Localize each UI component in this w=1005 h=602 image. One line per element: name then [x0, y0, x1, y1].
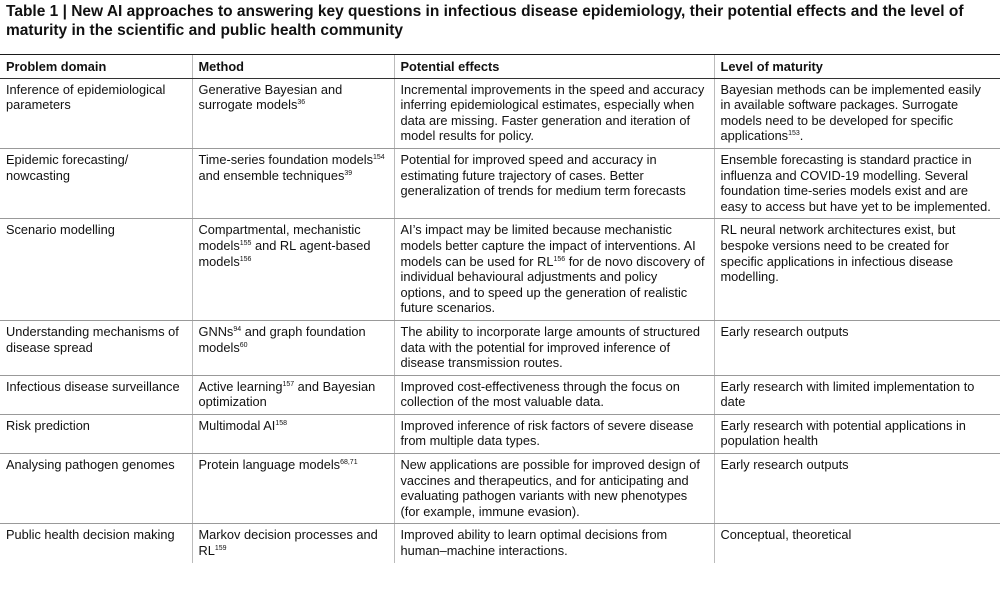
table-row [0, 78, 1000, 148]
cell-text: Active learning [198, 378, 283, 394]
cell-text: AI’s impact may be limited because mechanistic models better capture the impact of interventions. AI models can be used for RL [400, 222, 696, 269]
citation-superscript: 159 [214, 545, 227, 553]
table-title: New AI approaches to answering key questions in infectious disease epidemiology, their potential effects and the level of maturity in the scientific and public health community [6, 3, 964, 39]
cell-text: and RL agent-based models [198, 237, 371, 269]
citation-superscript: 154 [373, 153, 385, 161]
cell-text: Conceptual, theoretical [720, 527, 852, 543]
cell-level-of-maturity [714, 219, 1000, 321]
header-potential-effects: Potential effects [394, 55, 714, 79]
table-row [0, 375, 1000, 414]
cell-text: RL neural network architectures exist, but bespoke versions need to be created for specific applications in infectious disease modelling. [720, 222, 956, 285]
cell-method [192, 414, 394, 453]
cell-text: for de novo discovery of individual behavioural adjustments and policy options, and to speed up the generation of realistic future scenarios. [400, 253, 705, 316]
table-row [0, 524, 1000, 563]
cell-text: . [799, 128, 804, 144]
cell-method [192, 219, 394, 321]
cell-problem-domain: Inference of epidemiological parameters [0, 78, 192, 148]
cell-text: and Bayesian optimization [198, 378, 376, 410]
cell-text: Compartmental, mechanistic models [198, 222, 361, 253]
table-row [0, 320, 1000, 375]
citation-superscript: 156 [239, 255, 252, 263]
cell-method [192, 148, 394, 218]
cell-text: Early research with potential applications in population health [720, 417, 966, 449]
cell-text: Early research with limited implementation to date [720, 378, 975, 410]
table-caption [6, 2, 996, 40]
cell-potential-effects [394, 524, 714, 563]
cell-text: Generative Bayesian and surrogate models [198, 81, 343, 113]
cell-potential-effects [394, 78, 714, 148]
table-body [0, 78, 1000, 563]
citation-superscript: 157 [282, 380, 295, 388]
table-label: Table 1 | [6, 3, 67, 20]
ai-approaches-table [0, 54, 1000, 563]
cell-text: Improved ability to learn optimal decisions from human–machine interactions. [400, 527, 668, 559]
cell-problem-domain: Risk prediction [0, 414, 192, 453]
citation-superscript: 156 [553, 255, 566, 263]
cell-text: Multimodal AI [198, 417, 276, 433]
cell-method [192, 454, 394, 524]
cell-text: and ensemble techniques [198, 167, 345, 183]
cell-level-of-maturity [714, 414, 1000, 453]
cell-text: Incremental improvements in the speed and accuracy inferring epidemiological estimates, especially when data are missing. Faster generation and iteration of model results for policy. [400, 81, 705, 144]
citation-superscript: 39 [344, 169, 353, 177]
cell-text: GNNs [198, 323, 234, 339]
cell-text: Markov decision processes and RL [198, 527, 378, 559]
cell-problem-domain: Analysing pathogen genomes [0, 454, 192, 524]
cell-problem-domain: Epidemic forecasting/ nowcasting [0, 148, 192, 218]
cell-problem-domain: Infectious disease surveillance [0, 375, 192, 414]
cell-text: Ensemble forecasting is standard practice in influenza and COVID-19 modelling. Several foundation time-series models exist and are easy to access but have yet to be implemented. [720, 151, 991, 214]
table-row [0, 414, 1000, 453]
cell-problem-domain: Understanding mechanisms of disease spread [0, 320, 192, 375]
cell-level-of-maturity [714, 524, 1000, 563]
cell-text: Early research outputs [720, 457, 849, 473]
cell-text: New applications are possible for improved design of vaccines and therapeutics, and for anticipating and evaluating pathogen variants with new phenotypes (for example, immune evasion). [400, 457, 700, 519]
table-row [0, 148, 1000, 218]
header-problem-domain: Problem domain [0, 55, 192, 79]
cell-problem-domain: Scenario modelling [0, 219, 192, 321]
cell-text: The ability to incorporate large amounts of structured data with the potential for improved inference of disease transmission routes. [400, 323, 700, 371]
cell-problem-domain: Public health decision making [6, 527, 175, 543]
cell-text: Protein language models [198, 457, 341, 473]
citation-superscript: 36 [297, 99, 306, 107]
table-row [0, 219, 1000, 321]
cell-potential-effects [394, 148, 714, 218]
table-row [0, 454, 1000, 524]
header-row [0, 55, 1000, 79]
cell-text: Improved inference of risk factors of severe disease from multiple data types. [400, 417, 694, 449]
cell-level-of-maturity [714, 148, 1000, 218]
cell-level-of-maturity [714, 375, 1000, 414]
cell-text: Improved cost-effectiveness through the focus on collection of the most valuable data. [400, 378, 680, 410]
citation-superscript: 60 [239, 341, 248, 349]
cell-potential-effects [394, 414, 714, 453]
cell-text: and graph foundation models [198, 323, 366, 355]
cell-level-of-maturity [714, 454, 1000, 524]
citation-superscript: 155 [239, 239, 252, 247]
citation-superscript: 153 [788, 130, 800, 138]
header-level-of-maturity: Level of maturity [714, 55, 1000, 79]
cell-level-of-maturity [714, 78, 1000, 148]
citation-superscript: 94 [233, 325, 242, 333]
citation-superscript: 68,71 [340, 459, 358, 467]
cell-potential-effects [394, 320, 714, 375]
cell-method [192, 78, 394, 148]
header-method: Method [192, 55, 394, 79]
cell-method [192, 320, 394, 375]
cell-level-of-maturity [714, 320, 1000, 375]
cell-method [192, 524, 394, 563]
cell-text: Time-series foundation models [198, 151, 373, 167]
citation-superscript: 158 [275, 419, 287, 427]
cell-method [192, 375, 394, 414]
cell-potential-effects [394, 454, 714, 524]
cell-text: Bayesian methods can be implemented easily in available software packages. Surrogate models need to be developed for specific applications [720, 81, 981, 144]
cell-text: Early research outputs [720, 323, 849, 339]
cell-text: Potential for improved speed and accuracy in estimating future trajectory of cases. Better generalization of trends for medium term forecasts [400, 151, 686, 199]
cell-potential-effects [394, 219, 714, 321]
cell-potential-effects [394, 375, 714, 414]
